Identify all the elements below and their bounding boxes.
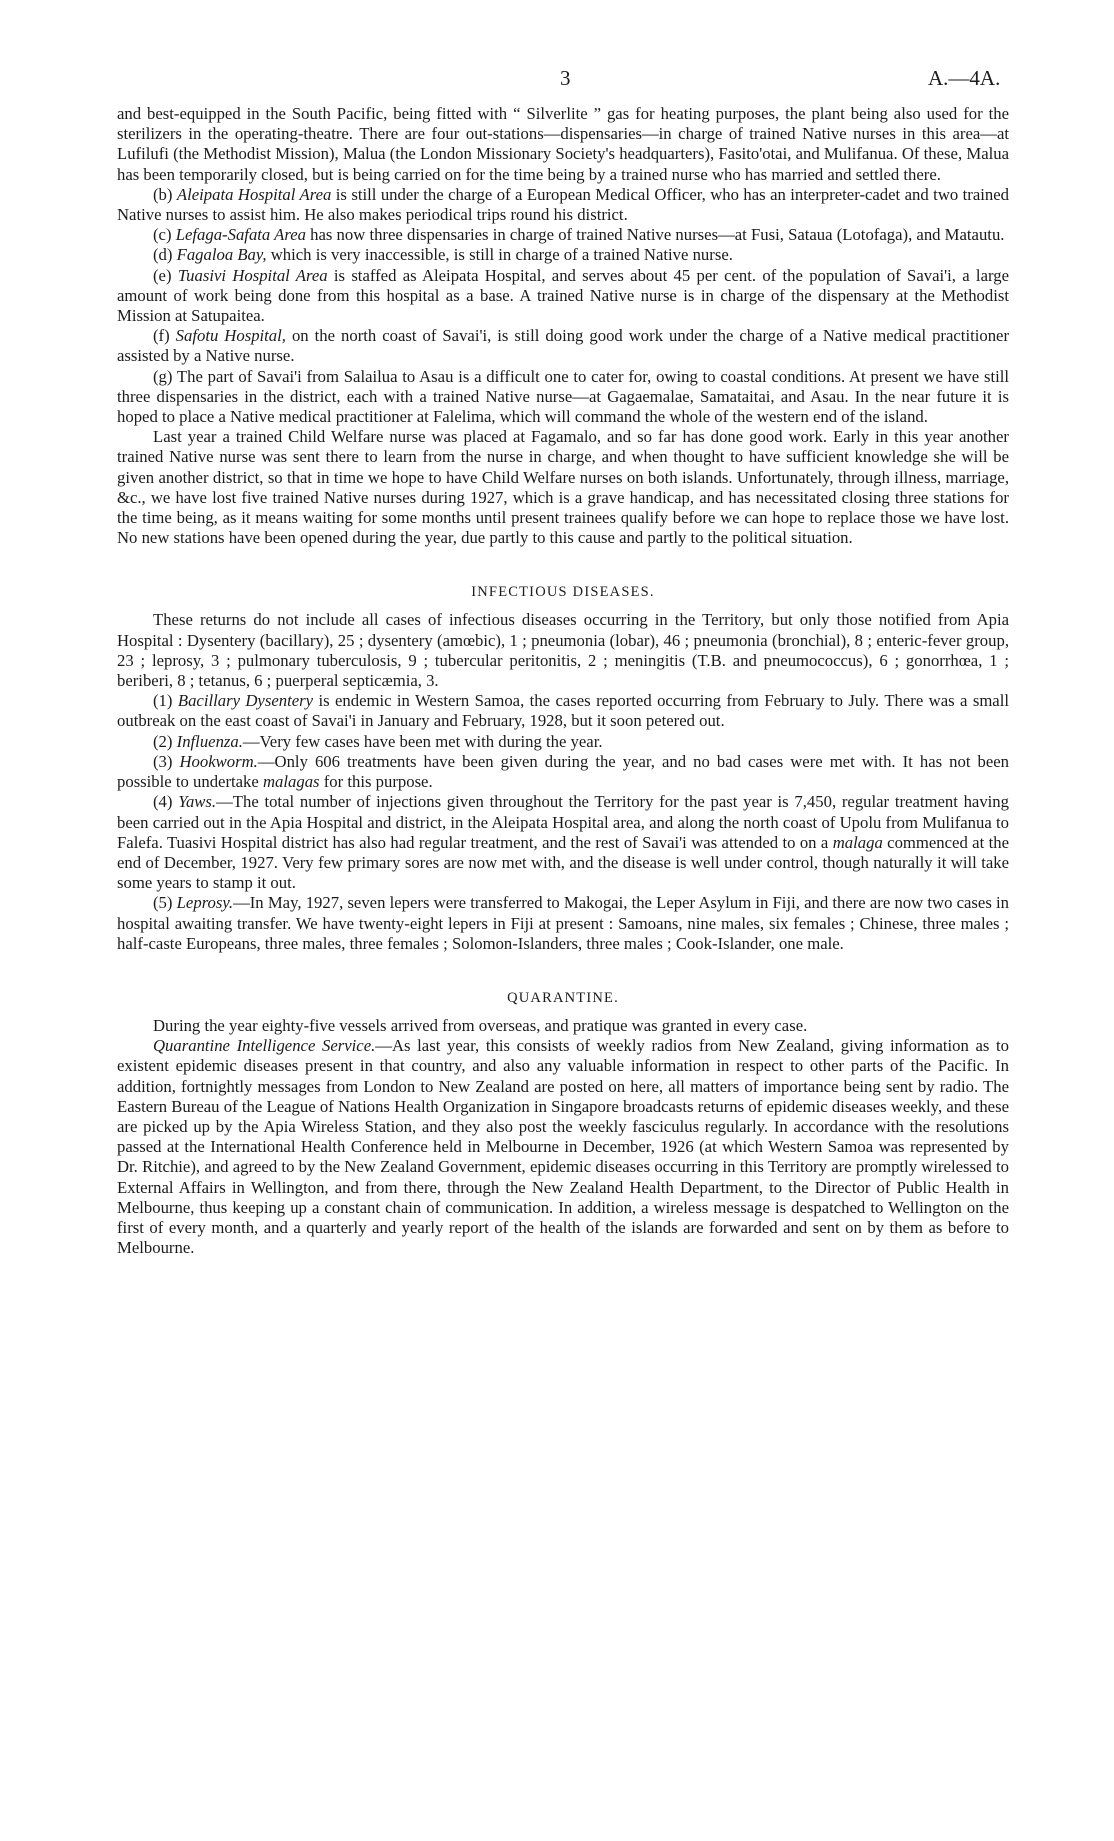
paragraph	[117, 752, 1009, 792]
text-run: These returns do not include all cases of infectious diseases occurring in the Territory, but only those notified from Apia Hospital : Dysentery (bacillary), 25 ; dysentery (amœbic), 1 ; pneumonia (lobar), 46 ; pneumonia (bronchial), 8 ; enteric-fever group, 23 ; leprosy, 3 ; pulmonary tuberculosis, 9 ; tubercular peritonitis, 2 ; meningitis (T.B. and pneumococcus), 6 ; gonorrhœa, 1 ; beriberi, 8 ; tetanus, 6 ; puerperal septicæmia, 3.	[117, 610, 1009, 691]
section-heading: INFECTIOUS DISEASES.	[471, 584, 655, 601]
paragraph	[117, 225, 1009, 245]
italic-text: Bacillary Dysentery	[177, 691, 314, 711]
paragraph	[117, 1016, 1009, 1036]
text-run: which is very inaccessible, is still in charge of a trained Native nurse.	[266, 245, 733, 265]
text-run: (d)	[153, 245, 177, 265]
italic-text: Quarantine Intelligence Service.	[153, 1036, 376, 1056]
text-run: —Very few cases have been met with during the year.	[242, 731, 603, 751]
text-run: commenced at the end of December, 1927. Very few primary sores are now met with, and the disease is well under control, though naturally it will take some years to stamp it out.	[117, 832, 1009, 893]
paragraph	[117, 610, 1009, 691]
text-run: (g) The part of Savai'i from Salailua to Asau is a difficult one to cater for, owing to coastal conditions. At present we have still three dispensaries in the district, each with a trained Native nurse—at Gagaemalae, Samataitai, and Asau. In the near future it is hoped to place a Native medical practitioner at Falelima, which will command the whole of the western end of the island.	[117, 366, 1009, 427]
italic-text: Aleipata Hospital Area	[176, 184, 332, 204]
page-header	[0, 66, 1114, 96]
text-run: During the year eighty-five vessels arrived from overseas, and pratique was granted in every case.	[153, 1015, 808, 1035]
paragraph	[117, 367, 1009, 428]
section-heading: QUARANTINE.	[507, 989, 619, 1006]
paragraph	[117, 691, 1009, 731]
document-reference: A.—4A.	[928, 66, 1001, 90]
text-run: (e)	[153, 265, 178, 285]
text-run: (f)	[153, 326, 176, 346]
text-run: has now three dispensaries in charge of trained Native nurses—at Fusi, Sataua (Lotofaga), and Matautu.	[305, 225, 1005, 245]
italic-text: malagas	[262, 772, 320, 792]
text-run: (5)	[153, 893, 177, 913]
text-run: Last year a trained Child Welfare nurse was placed at Fagamalo, and so far has done good work. Early in this year another trained Native nurse was sent there to learn from the nurse in charge, and when thought to have sufficient knowledge she will be given another district, so that in time we hope to have Child Welfare nurses on both islands. Unfortunately, through illness, marriage, &c., we have lost five trained Native nurses during 1927, which is a grave handicap, and has necessitated closing three stations for the time being, as it means waiting for some months until present trainees qualify before we can hope to replace those we have lost. No new stations have been opened during the year, due partly to this cause and partly to the political situation.	[117, 427, 1009, 548]
italic-text: Tuasivi Hospital Area	[177, 265, 328, 285]
paragraph	[117, 326, 1009, 366]
text-run: (4)	[153, 792, 179, 812]
italic-text: malaga	[832, 832, 883, 852]
italic-text: Leprosy.	[176, 893, 234, 913]
italic-text: Safotu Hospital,	[175, 326, 286, 346]
paragraph	[117, 245, 1009, 265]
italic-text: Yaws.	[178, 792, 217, 812]
text-run: for this purpose.	[319, 772, 433, 792]
paragraph	[117, 792, 1009, 893]
text-run: is staffed as Aleipata Hospital, and serves about 45 per cent. of the population of Savai'i, a large amount of work being done from this hospital as a base. A trained Native nurse is in charge of the dispensary at the Methodist Mission at Satupaitea.	[117, 265, 1009, 326]
text-run: is endemic in Western Samoa, the cases reported occurring from February to July. There was a small outbreak on the east coast of Savai'i in January and February, 1928, but it soon petered out.	[117, 691, 1009, 731]
italic-text: Lefaga-Safata Area	[175, 225, 306, 245]
italic-text: Fagaloa Bay,	[176, 245, 267, 265]
paragraph	[117, 104, 1009, 185]
text-run: —As last year, this consists of weekly radios from New Zealand, giving information as to existent epidemic diseases present in that country, and also any valuable information in respect to other parts of the Pacific. In addition, fortnightly messages from London to New Zealand are posted on here, all matters of importance being sent by radio. The Eastern Bureau of the League of Nations Health Organization in Singapore broadcasts returns of epidemic diseases weekly, and these are picked up by the Apia Wireless Station, and they also post the weekly fasciculus regularly. In accordance with the resolutions passed at the International Health Conference held in Melbourne in December, 1926 (at which Western Samoa was represented by Dr. Ritchie), and agreed to by the New Zealand Government, epidemic diseases occurring in this Territory are promptly wirelessed to External Affairs in Wellington, and from there, through the New Zealand Health Department, to the Director of Public Health in Melbourne, thus keeping up a constant chain of communication. In addition, a wireless message is despatched to Wellington on the first of every month, and a quarterly and yearly report of the health of the islands are forwarded and sent on by them as before to Melbourne.	[117, 1036, 1009, 1258]
text-run: and best-equipped in the South Pacific, being fitted with “ Silverlite ” gas for heating purposes, the plant being also used for the sterilizers in the operating-theatre. There are four out-stations—dispensaries—in charge of trained Native nurses in this area—at Lufilufi (the Methodist Mission), Malua (the London Missionary Society's headquarters), Fasito'otai, and Mulifanua. Of these, Malua has been temporarily closed, but is being carried on for the time being by a trained nurse who has married and settled there.	[117, 104, 1009, 184]
text-run: (c)	[153, 225, 176, 245]
paragraph	[117, 732, 1009, 752]
text-run: —The total number of injections given throughout the Territory for the past year is 7,450, regular treatment having been carried out in the Apia Hospital and district, in the Aleipata Hospital area, and along the north coast of Upolu from Mulifanua to Falefa. Tuasivi Hospital district has also had regular treatment, and the rest of Savai'i was attended to on a	[117, 792, 1009, 852]
italic-text: Influenza.	[176, 731, 243, 751]
paragraph	[117, 1036, 1009, 1258]
text-run: on the north coast of Savai'i, is still doing good work under the charge of a Native medical practitioner assisted by a Native nurse.	[117, 326, 1010, 366]
text-run: (2)	[153, 731, 177, 751]
body-text	[117, 104, 1009, 1258]
text-run: —In May, 1927, seven lepers were transferred to Makogai, the Leper Asylum in Fiji, and there are now two cases in hospital awaiting transfer. We have twenty-eight lepers in Fiji at present : Samoans, nine males, six females ; Chinese, three males ; half-caste Europeans, three males, three females ; Solomon-Islanders, three males ; Cook-Islander, one male.	[117, 893, 1009, 953]
text-run: (1)	[153, 691, 178, 711]
paragraph	[117, 185, 1009, 225]
text-run: (b)	[153, 184, 177, 204]
text-run: —Only 606 treatments have been given during the year, and no bad cases were met with. It has not been possible to undertake	[117, 751, 1009, 792]
italic-text: Hookworm.	[179, 751, 258, 771]
paragraph	[117, 266, 1009, 327]
paragraph	[117, 893, 1009, 954]
text-run: is still under the charge of a European Medical Officer, who has an interpreter-cadet and two trained Native nurses to assist him. He also makes periodical trips round his district.	[117, 184, 1009, 225]
paragraph	[117, 427, 1009, 548]
page-number: 3	[560, 66, 571, 90]
text-run: (3)	[153, 751, 180, 771]
